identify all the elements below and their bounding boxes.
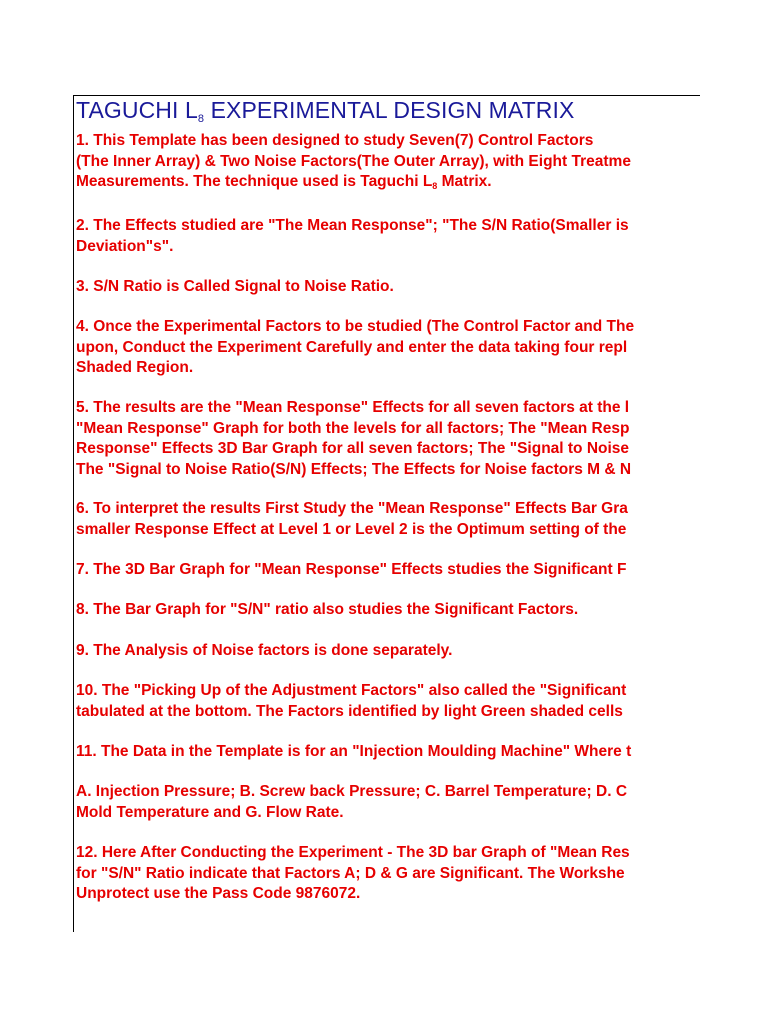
text-line: 10. The "Picking Up of the Adjustment Factors" also called the "Significant [76, 682, 627, 699]
text-line: Unprotect use the Pass Code 9876072. [76, 885, 361, 902]
text-line: 12. Here After Conducting the Experiment - The 3D bar Graph of "Mean Res [76, 844, 630, 861]
instruction-item-4 [76, 317, 634, 379]
text-line: smaller Response Effect at Level 1 or Level 2 is the Optimum setting of the [76, 520, 627, 538]
instruction-item-9 [76, 641, 452, 662]
instruction-item-3 [76, 277, 394, 298]
text-line: 11. The Data in the Template is for an "Injection Moulding Machine" Where t [76, 743, 632, 760]
instruction-item-2 [76, 216, 629, 257]
line-text: Matrix. [437, 173, 492, 190]
text-line: 1. This Template has been designed to study Seven(7) Control Factors [76, 132, 594, 149]
text-line: (The Inner Array) & Two Noise Factors(The Outer Array), with Eight Treatme [76, 152, 631, 170]
text-line: Mold Temperature and G. Flow Rate. [76, 803, 344, 821]
instruction-item-1 [76, 131, 631, 197]
text-line: Response" Effects 3D Bar Graph for all seven factors; The "Signal to Noise [76, 440, 630, 457]
title-main: TAGUCHI L [76, 97, 198, 123]
text-line: 5. The results are the "Mean Response" Effects for all seven factors at the l [76, 399, 630, 416]
title-subscript: 8 [197, 113, 205, 125]
text-line: 6. To interpret the results First Study the "Mean Response" Effects Bar Gra [76, 500, 628, 517]
text-line: A. Injection Pressure; B. Screw back Pressure; C. Barrel Temperature; D. C [76, 783, 628, 800]
instruction-item-factors [76, 782, 627, 823]
instruction-item-6 [76, 499, 628, 540]
text-line: 8. The Bar Graph for "S/N" ratio also studies the Significant Factors. [76, 601, 579, 618]
page-title [76, 97, 574, 125]
text-line: 3. S/N Ratio is Called Signal to Noise Ratio. [76, 278, 394, 295]
text-line: 7. The 3D Bar Graph for "Mean Response" Effects studies the Significant F [76, 561, 627, 578]
line-text: Measurements. The technique used is Taguchi L [76, 173, 433, 190]
text-line: tabulated at the bottom. The Factors identified by light Green shaded cells [76, 702, 623, 720]
text-cell [74, 96, 700, 932]
text-line: upon, Conduct the Experiment Carefully and enter the data taking four repl [76, 338, 628, 356]
instruction-item-11 [76, 742, 631, 763]
instruction-item-5 [76, 398, 631, 480]
title-rest: EXPERIMENTAL DESIGN MATRIX [204, 97, 575, 123]
text-line: 4. Once the Experimental Factors to be studied (The Control Factor and The [76, 318, 635, 335]
text-line: 9. The Analysis of Noise factors is done separately. [76, 642, 453, 659]
instruction-item-8 [76, 600, 578, 621]
instruction-item-10 [76, 681, 626, 722]
text-line: "Mean Response" Graph for both the levels for all factors; The "Mean Resp [76, 419, 630, 437]
text-line: Deviation"s". [76, 237, 174, 255]
subscript: 8 [432, 181, 438, 191]
text-line [76, 172, 631, 197]
text-line: Shaded Region. [76, 359, 194, 376]
instruction-item-12 [76, 843, 630, 905]
text-line: for "S/N" Ratio indicate that Factors A; D & G are Significant. The Workshe [76, 864, 625, 882]
instruction-item-7 [76, 560, 626, 581]
text-line: 2. The Effects studied are "The Mean Response"; "The S/N Ratio(Smaller is [76, 217, 629, 234]
text-line: The "Signal to Noise Ratio(S/N) Effects; The Effects for Noise factors M & N [76, 460, 632, 478]
